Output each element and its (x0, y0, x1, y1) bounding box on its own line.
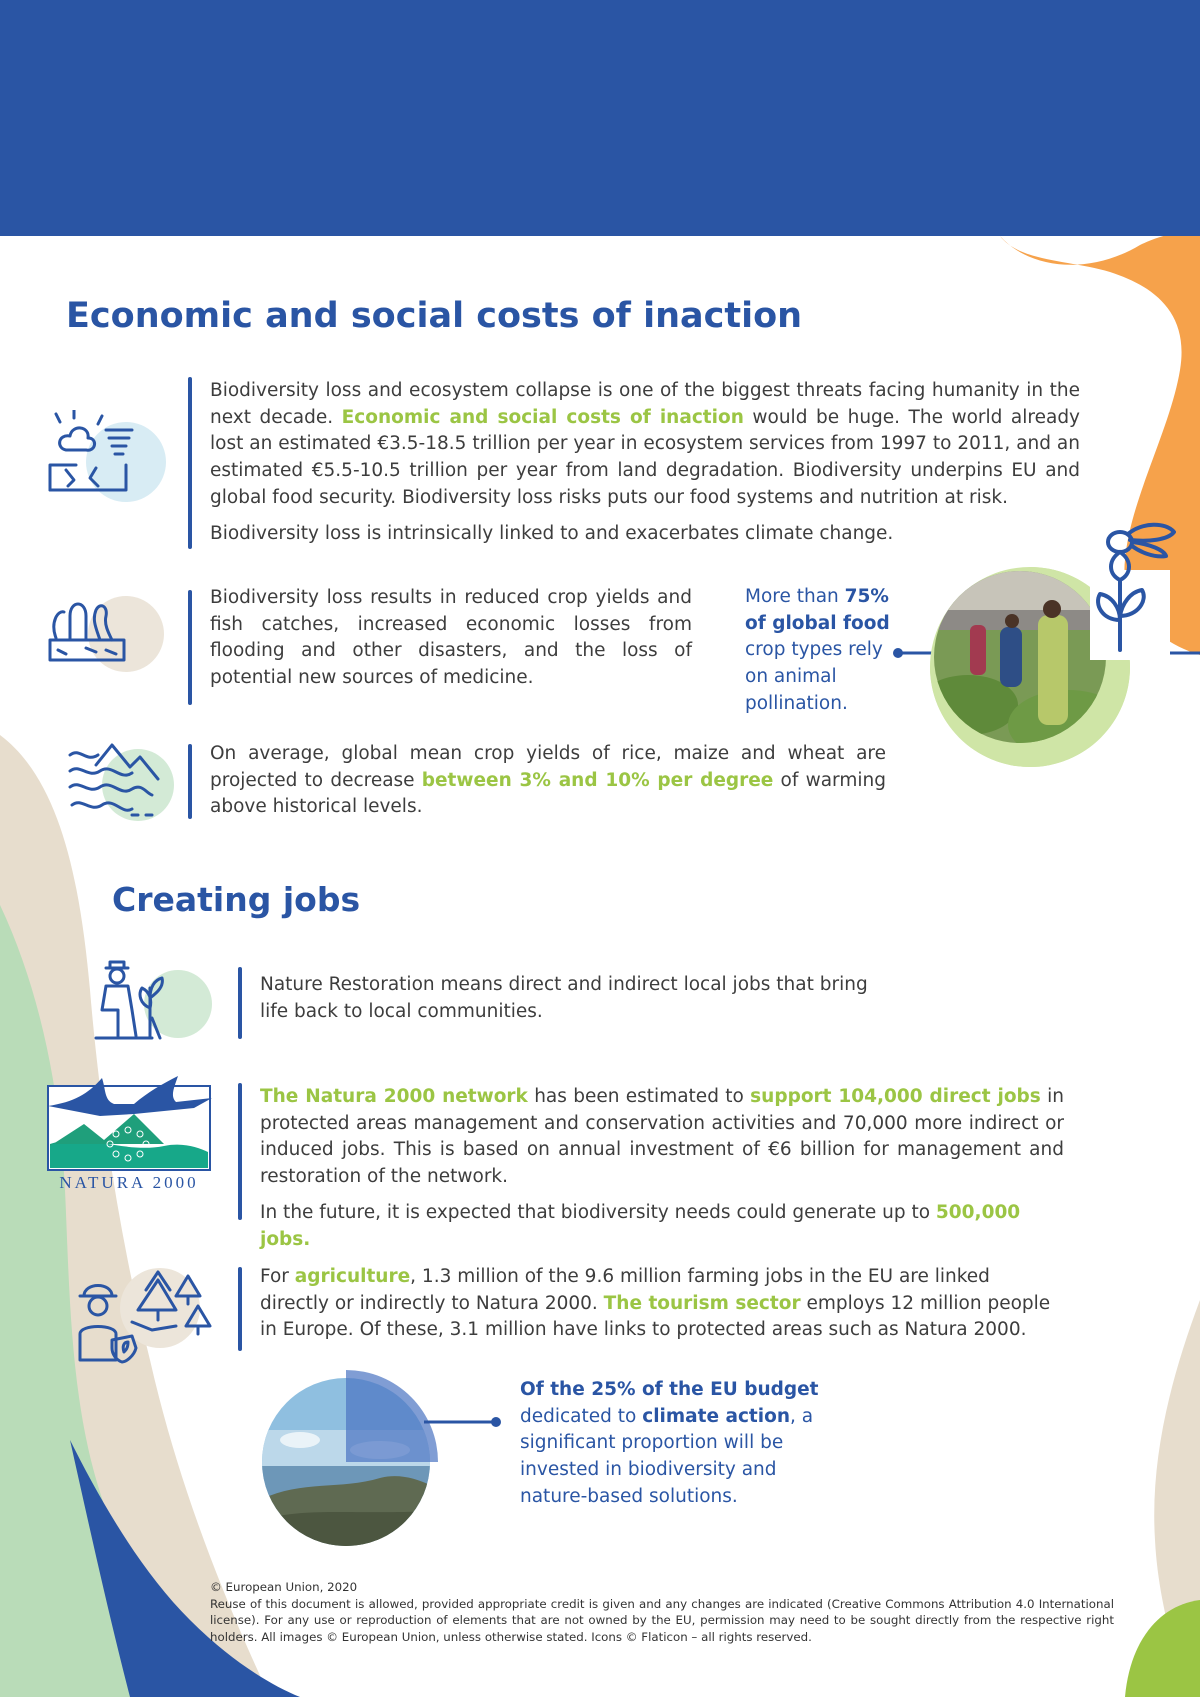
section-heading-jobs: Creating jobs (112, 880, 361, 919)
highlight-text: between 3% and 10% per degree (421, 769, 774, 791)
bee-flower-icon (1090, 520, 1180, 660)
footer-legal (210, 1579, 1114, 1645)
budget-callout: Of the 25% of the EU budget dedicated to climate action, a significant proportion will be invested in biodiversity and nature-based solutions. (520, 1379, 819, 1507)
accent-bar (238, 1267, 242, 1351)
ranger-forest-icon (76, 1264, 216, 1364)
agriculture-tourism-paragraph: For agriculture, 1.3 million of the 9.6 million farming jobs in the EU are linked directly or indirectly to Natura 2000. The tourism sector employs 12 million people in Europe. Of these, 3.1 million have links to protected areas such as Natura 2000. (260, 1266, 1051, 1341)
arctic-coast-photo (260, 1370, 450, 1550)
copyright-text: © European Union, 2020 (210, 1580, 358, 1594)
pollination-callout: More than 75% of global food crop types rely on animal pollination. (745, 586, 890, 714)
natura-logo-text: NATURA 2000 (59, 1173, 199, 1192)
crop-losses-paragraph: Biodiversity loss results in reduced crop yields and fish catches, increased economic losses from flooding and other disasters, and the loss of potential new sources of medicine. (210, 587, 692, 689)
flood-trees-icon (46, 592, 166, 682)
accent-bar (238, 967, 242, 1039)
natura-2000-logo (44, 1074, 214, 1192)
heat-mountains-icon (66, 735, 176, 825)
gardener-planting-icon (92, 958, 212, 1042)
restoration-jobs-paragraph: Nature Restoration means direct and indirect local jobs that bring life back to local communities. (260, 974, 868, 1022)
climate-link-text: Biodiversity loss is intrinsically linked to and exacerbates climate change. (210, 522, 894, 544)
green-corner-shape (1125, 1600, 1200, 1697)
natura-network-paragraph: The Natura 2000 network has been estimated to support 104,000 direct jobs in protected areas management and conservation activities and 70,000 more indirect or induced jobs. This is based on annual investment of €6 billion for management and restoration of the network. In the future, it is expected that biodiversity needs could generate up to 500,000 jobs. (260, 1086, 1065, 1250)
accent-bar (188, 590, 192, 705)
costs-paragraph: Biodiversity loss and ecosystem collapse is one of the biggest threats facing humanity in the next decade. Economic and social costs of inaction would be huge. The world already lost an estimated €3.5-18.5 trillion per year in ecosystem services from 1997 to 2011, and an estimated €5.5-10.5 trillion per year from land degradation. Biodiversity underpins EU and global food security. Biodiversity loss risks puts our food systems and nutrition at risk. Biodiversity loss is intrinsically linked to and exacerbates climate change. (210, 378, 1080, 547)
storm-disaster-icon (46, 410, 172, 510)
header-band (0, 0, 1200, 236)
callout-connector (424, 1414, 504, 1430)
section-heading-costs: Economic and social costs of inaction (66, 296, 803, 336)
accent-bar (238, 1083, 242, 1220)
highlight-text: Economic and social costs of inaction (341, 406, 744, 428)
crop-yield-paragraph: On average, global mean crop yields of rice, maize and wheat are projected to decrease between 3% and 10% per degree of warming above historical levels. (210, 743, 886, 818)
license-text: Reuse of this document is allowed, provided appropriate credit is given and any changes are indicated (Creative Commons Attribution 4.0 International license). For any use or reproduction of elements that are not owned by the EU, permission may need to be sought directly from the respective right holders. All images © European Union, unless otherwise stated. Icons © Flaticon – all rights reserved. (210, 1596, 1114, 1644)
accent-bar (188, 744, 192, 819)
accent-bar (188, 377, 192, 549)
